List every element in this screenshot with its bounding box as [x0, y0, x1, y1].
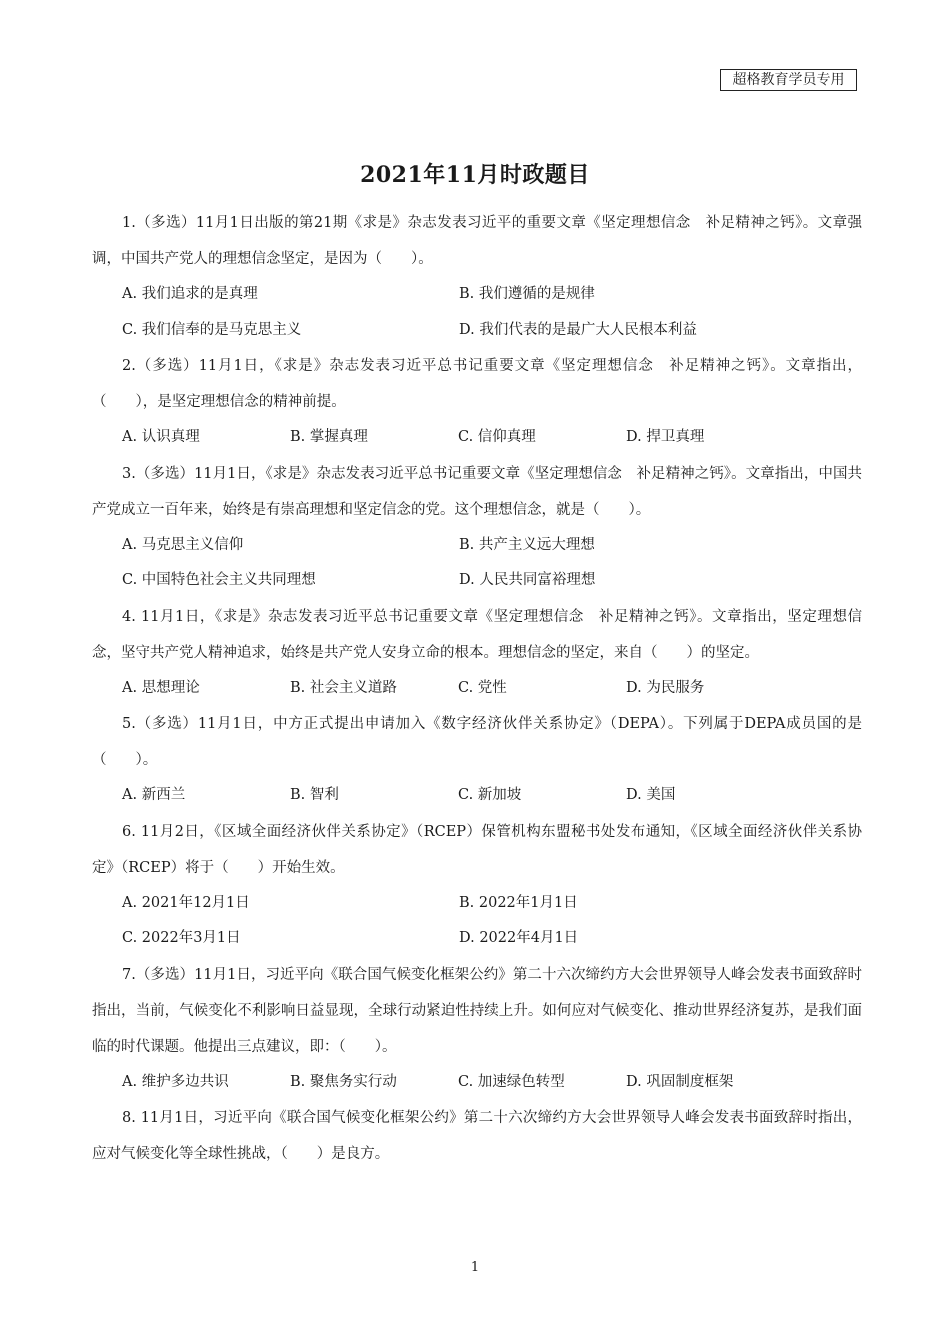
option-c: C. 中国特色社会主义共同理想 — [122, 572, 316, 588]
option-list — [92, 277, 862, 348]
option-list — [92, 528, 862, 599]
question-stem: 6. 11月2日，《区域全面经济伙伴关系协定》（RCEP）保管机构东盟秘书处发布通知，《区域全面经济伙伴关系协定》（RCEP）将于（ ）开始生效。 — [92, 823, 862, 876]
option-a: A. 新西兰 — [122, 787, 186, 803]
question-8 — [92, 1100, 862, 1172]
option-c: C. 加速绿色转型 — [458, 1073, 565, 1090]
option-a: A. 维护多边共识 — [122, 1073, 229, 1090]
option-list — [92, 1065, 862, 1101]
question-stem: 1.（多选）11月1日出版的第21期《求是》杂志发表习近平的重要文章《坚定理想信念 补足精神之钙》。文章强调，中国共产党人的理想信念坚定，是因为（ ）。 — [92, 215, 862, 267]
option-d: D. 人民共同富裕理想 — [459, 572, 596, 588]
option-d: D. 巩固制度框架 — [626, 1073, 734, 1090]
option-c: C. 党性 — [458, 679, 507, 696]
option-b: B. 智利 — [290, 787, 339, 803]
option-b: B. 2022年1月1日 — [459, 894, 578, 911]
option-d: D. 捍卫真理 — [626, 429, 705, 445]
option-b: B. 共产主义远大理想 — [459, 536, 595, 553]
option-list — [92, 886, 862, 957]
option-d: D. 我们代表的是最广大人民根本利益 — [459, 321, 697, 338]
question-stem: 2.（多选）11月1日，《求是》杂志发表习近平总书记重要文章《坚定理想信念 补足精神之钙》。文章指出，（ ），是坚定理想信念的精神前提。 — [92, 358, 862, 410]
question-3 — [92, 456, 862, 599]
question-5 — [92, 706, 862, 814]
option-a: A. 马克思主义信仰 — [122, 536, 244, 553]
student-only-badge: 超格教育学员专用 — [720, 69, 857, 91]
option-c: C. 信仰真理 — [458, 429, 536, 445]
question-list — [92, 205, 862, 1172]
page-number: 1 — [470, 1260, 480, 1275]
option-c: C. 我们信奉的是马克思主义 — [122, 321, 302, 338]
option-c: C. 新加坡 — [458, 787, 522, 803]
question-6 — [92, 814, 862, 957]
question-2 — [92, 348, 862, 456]
question-stem: 7.（多选）11月1日，习近平向《联合国气候变化框架公约》第二十六次缔约方大会世界领导人峰会发表书面致辞时指出，当前，气候变化不利影响日益显现，全球行动紧迫性持续上升。如何应对气候变化、推动世界经济复苏，是我们面临的时代课题。他提出三点建议，即：（ ）。 — [92, 966, 862, 1055]
question-7 — [92, 957, 862, 1101]
question-4 — [92, 599, 862, 707]
question-1 — [92, 205, 862, 348]
option-a: A. 思想理论 — [122, 679, 200, 696]
page-title: 2021年11月时政题目 — [360, 162, 590, 188]
option-list — [92, 778, 862, 814]
option-b: B. 我们遵循的是规律 — [459, 286, 595, 302]
option-a: A. 认识真理 — [122, 429, 200, 445]
option-a: A. 我们追求的是真理 — [122, 286, 258, 302]
option-d: D. 2022年4月1日 — [459, 930, 579, 946]
question-stem: 3.（多选）11月1日，《求是》杂志发表习近平总书记重要文章《坚定理想信念 补足精神之钙》。文章指出，中国共产党成立一百年来，始终是有崇高理想和坚定信念的党。这个理想信念，就是（ ）。 — [92, 465, 862, 518]
option-c: C. 2022年3月1日 — [122, 930, 241, 946]
option-list — [92, 420, 862, 456]
option-a: A. 2021年12月1日 — [122, 894, 250, 911]
option-b: B. 掌握真理 — [290, 429, 368, 445]
option-d: D. 美国 — [626, 787, 676, 803]
question-stem: 4. 11月1日，《求是》杂志发表习近平总书记重要文章《坚定理想信念 补足精神之钙》。文章指出，坚定理想信念，坚守共产党人精神追求，始终是共产党人安身立命的根本。理想信念的坚定，来自（ ）的坚定。 — [92, 608, 862, 661]
option-b: B. 社会主义道路 — [290, 679, 397, 696]
question-stem: 8. 11月1日，习近平向《联合国气候变化框架公约》第二十六次缔约方大会世界领导人峰会发表书面致辞时指出，应对气候变化等全球性挑战，（ ）是良方。 — [92, 1110, 862, 1162]
option-list — [92, 671, 862, 707]
option-b: B. 聚焦务实行动 — [290, 1073, 397, 1090]
option-d: D. 为民服务 — [626, 679, 705, 696]
question-stem: 5.（多选）11月1日，中方正式提出申请加入《数字经济伙伴关系协定》（DEPA）。下列属于DEPA成员国的是（ ）。 — [92, 716, 862, 768]
